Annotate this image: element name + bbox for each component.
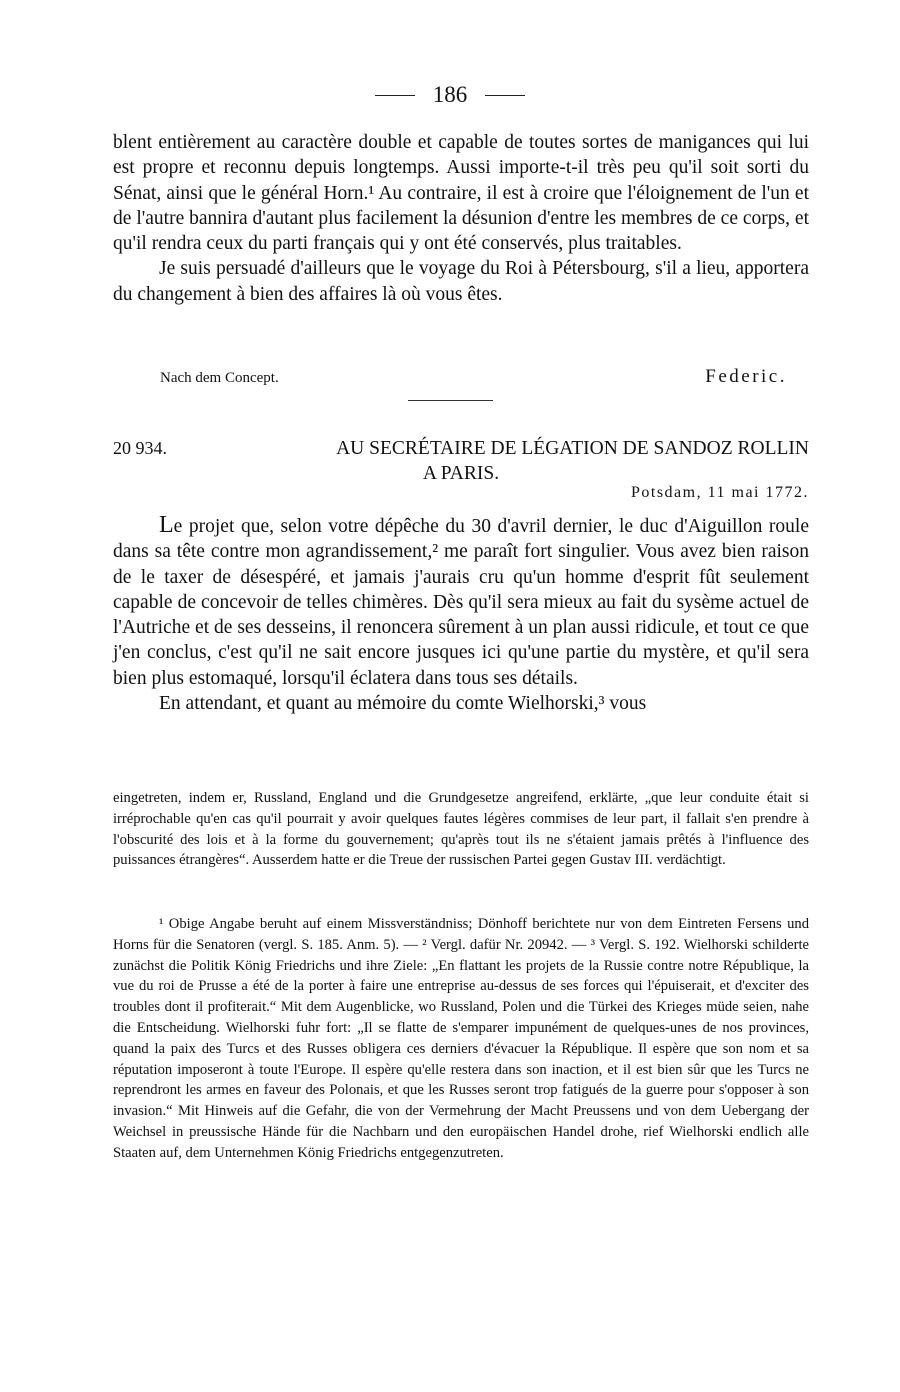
letter-body bbox=[113, 513, 809, 716]
source-note: Nach dem Concept. bbox=[160, 370, 279, 386]
signature: Federic. bbox=[705, 366, 787, 387]
header-dash-left bbox=[375, 95, 415, 96]
dateline: Potsdam, 11 mai 1772. bbox=[630, 484, 809, 501]
letter-heading bbox=[113, 436, 809, 486]
page-number: 186 bbox=[432, 82, 468, 107]
footnote-continuation bbox=[113, 788, 809, 871]
paragraph: blent entièrement au caractère double et capable de toutes sortes de manigances qui lui est propre et reconnu depuis longtemps. Aussi importe-t-il très peu qu'il soit sorti du Sénat, ainsi que le général Horn.¹ Au contraire, il est à croire que l'éloignement de l'un et de l'autre bannira d'autant plus facilement la désunion d'entre les membres de ce corps, et qu'il rendra ceux du parti français qui y ont été conservés, plus traitables. bbox=[113, 132, 809, 255]
previous-letter-ending bbox=[113, 130, 809, 307]
paragraph: En attendant, et quant au mémoire du comte Wielhorski,³ vous bbox=[159, 693, 647, 715]
letter-recipient-place: A PARIS. bbox=[422, 463, 500, 484]
drop-cap: L bbox=[159, 512, 174, 538]
section-divider bbox=[408, 400, 493, 401]
letter-recipient: AU SECRÉTAIRE DE LÉGATION DE SANDOZ ROLLIN bbox=[336, 438, 809, 459]
source-and-signature bbox=[160, 366, 787, 388]
footnote-text: ¹ Obige Angabe beruht auf einem Missverständniss; Dönhoff berichtete nur von dem Eintreten Fersens und Horns für die Senatoren (vergl. S. 185. Anm. 5). — ² Vergl. dafür Nr. 20942. — ³ Vergl. S. 192. Wielhorski schilderte zunächst die Politik König Friedrichs und ihre Ziele: „En flattant les projets de la Russie contre notre République, la vue du roi de Prusse a été de la porter à faire une entreprise au-dessus de ses forces qui l'épuiserait, et d'exciter des troubles dont il profiterait.“ Mit dem Augenblicke, wo Russland, Polen und die Türkei des Krieges müde seien, nahe die Entscheidung. Wielhorski fuhr fort: „Il se flatte de s'emparer impunément de quelques-unes de nos provinces, quand la paix des Turcs et des Russes obligera ces derniers d'évacuer la République. Il espère que son nom et sa réputation imposeront à toute l'Europe. Il espère qu'elle restera dans son inaction, et il est bien sûr que les Turcs ne reprendront les armes en faveur des Polonais, et que les Russes seront trop fatigués de la guerre pour s'opposer à son invasion.“ Mit Hinweis auf die Gefahr, die von der Vermehrung der Macht Preussens und von dem Uebergang der Weichsel in preussische Hände für die Nachbarn und den europäischen Handel drohe, rief Wielhorski endlich alle Staaten auf, dem Unternehmen König Friedrichs entgegenzutreten. bbox=[113, 916, 809, 1161]
footnote-text: eingetreten, indem er, Russland, England und die Grundgesetze angreifend, erklärte, „que leur conduite était si irréprochable qu'en cas qu'il pourrait y avoir quelques fautes légères commises de leur part, il fallait s'en prendre à l'obscurité des lois et à la forme du gouvernement; qu'après tout ils ne s'étaient jamais prêtés à l'influence des puissances étrangères“. Ausserdem hatte er die Treue der russischen Partei gegen Gustav III. verdächtigt. bbox=[113, 790, 809, 869]
paragraph: Je suis persuadé d'ailleurs que le voyage du Roi à Pétersbourg, s'il a lieu, apportera du changement à bien des affaires là où vous êtes. bbox=[113, 258, 809, 305]
footnotes bbox=[113, 914, 809, 1164]
header-dash-right bbox=[485, 95, 525, 96]
letter-number: 20 934. bbox=[113, 438, 167, 458]
paragraph-text: e projet que, selon votre dépêche du 30 d'avril dernier, le duc d'Aiguillon roule dans sa tête contre mon agrandissement,² me paraît fort singulier. Vous avez bien raison de le taxer de désespéré, et jamais j'aurais cru qu'un homme d'esprit fût seulement capable de concevoir de telles chimères. Dès qu'il sera mieux au fait du sysème actuel de l'Autriche et de ses desseins, il renoncera sûrement à un plan aussi ridicule, et tout ce que j'en conclus, c'est qu'il ne sait encore jusques ici qu'une partie du mystère, et qu'il sera bien plus estomaqué, lorsqu'il éclatera dans tous ses détails. bbox=[113, 516, 809, 689]
paragraph bbox=[113, 513, 809, 691]
page-header bbox=[0, 82, 900, 108]
